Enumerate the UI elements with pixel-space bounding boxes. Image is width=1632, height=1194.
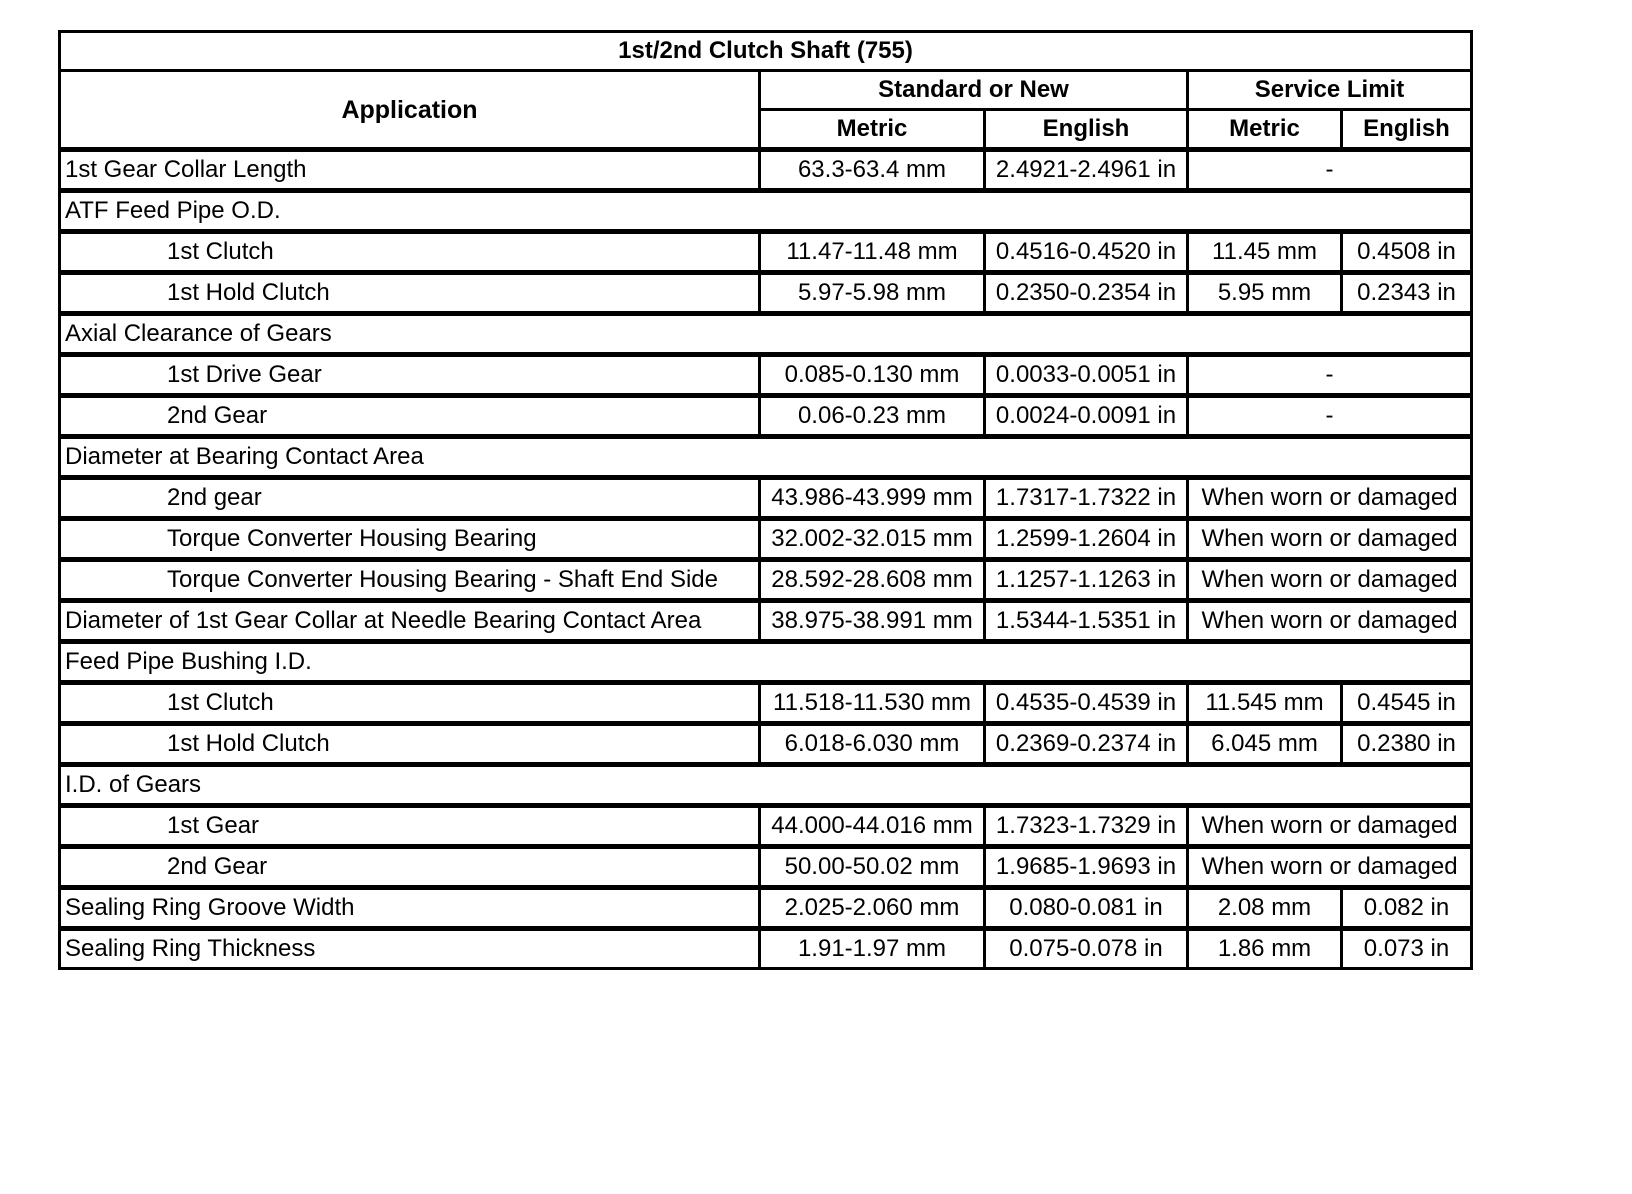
standard-english-cell: 0.0024-0.0091 in — [985, 396, 1188, 437]
table-row — [60, 683, 1472, 724]
table-row — [60, 273, 1472, 314]
standard-english-cell: 2.4921-2.4961 in — [985, 150, 1188, 191]
group-row — [60, 642, 1472, 683]
service-limit-cell: When worn or damaged — [1188, 847, 1472, 888]
table-row — [60, 847, 1472, 888]
standard-metric-cell: 6.018-6.030 mm — [760, 724, 985, 765]
service-limit-cell: - — [1188, 150, 1472, 191]
standard-metric-cell: 44.000-44.016 mm — [760, 806, 985, 847]
application-cell: Torque Converter Housing Bearing — [60, 519, 760, 560]
group-label: Axial Clearance of Gears — [60, 314, 1472, 355]
standard-english-cell: 0.2350-0.2354 in — [985, 273, 1188, 314]
application-cell: Sealing Ring Groove Width — [60, 888, 760, 929]
service-metric-cell: 1.86 mm — [1188, 929, 1342, 969]
table-title: 1st/2nd Clutch Shaft (755) — [60, 32, 1472, 71]
standard-metric-cell: 50.00-50.02 mm — [760, 847, 985, 888]
table-row — [60, 724, 1472, 765]
service-limit-cell: When worn or damaged — [1188, 560, 1472, 601]
application-cell: 1st Gear — [60, 806, 760, 847]
group-row — [60, 191, 1472, 232]
application-cell: 2nd Gear — [60, 847, 760, 888]
application-header: Application — [60, 71, 760, 150]
application-cell: 1st Hold Clutch — [60, 724, 760, 765]
group-row — [60, 314, 1472, 355]
standard-english-cell: 1.1257-1.1263 in — [985, 560, 1188, 601]
standard-metric-cell: 28.592-28.608 mm — [760, 560, 985, 601]
group-row — [60, 437, 1472, 478]
service-limit-cell: When worn or damaged — [1188, 478, 1472, 519]
table-row — [60, 560, 1472, 601]
service-metric-cell: 2.08 mm — [1188, 888, 1342, 929]
application-cell: 1st Clutch — [60, 232, 760, 273]
table-row — [60, 929, 1472, 969]
service-limit-cell: When worn or damaged — [1188, 806, 1472, 847]
service-limit-cell: When worn or damaged — [1188, 601, 1472, 642]
table-row — [60, 396, 1472, 437]
application-cell: Torque Converter Housing Bearing - Shaft End Side — [60, 560, 760, 601]
service-limit-cell: - — [1188, 396, 1472, 437]
group-label: I.D. of Gears — [60, 765, 1472, 806]
application-cell: Sealing Ring Thickness — [60, 929, 760, 969]
table-row — [60, 232, 1472, 273]
standard-metric-cell: 11.518-11.530 mm — [760, 683, 985, 724]
application-cell: 1st Gear Collar Length — [60, 150, 760, 191]
standard-metric-cell: 43.986-43.999 mm — [760, 478, 985, 519]
application-cell: 2nd gear — [60, 478, 760, 519]
standard-english-cell: 0.4516-0.4520 in — [985, 232, 1188, 273]
standard-english-cell: 1.5344-1.5351 in — [985, 601, 1188, 642]
table-row — [60, 355, 1472, 396]
standard-english-cell: 1.9685-1.9693 in — [985, 847, 1188, 888]
service-english-cell: 0.4545 in — [1342, 683, 1472, 724]
standard-english-cell: 0.0033-0.0051 in — [985, 355, 1188, 396]
service-metric-cell: 11.45 mm — [1188, 232, 1342, 273]
standard-header: Standard or New — [760, 71, 1188, 110]
service-english-header: English — [1342, 110, 1472, 150]
standard-english-cell: 1.7317-1.7322 in — [985, 478, 1188, 519]
standard-metric-cell: 38.975-38.991 mm — [760, 601, 985, 642]
group-label: Feed Pipe Bushing I.D. — [60, 642, 1472, 683]
table-row — [60, 601, 1472, 642]
standard-english-cell: 0.2369-0.2374 in — [985, 724, 1188, 765]
standard-english-cell: 1.7323-1.7329 in — [985, 806, 1188, 847]
table-row — [60, 150, 1472, 191]
service-metric-cell: 6.045 mm — [1188, 724, 1342, 765]
application-cell: 1st Hold Clutch — [60, 273, 760, 314]
group-label: ATF Feed Pipe O.D. — [60, 191, 1472, 232]
standard-metric-cell: 11.47-11.48 mm — [760, 232, 985, 273]
service-limit-header: Service Limit — [1188, 71, 1472, 110]
table-row — [60, 806, 1472, 847]
application-cell: 1st Clutch — [60, 683, 760, 724]
standard-metric-cell: 0.06-0.23 mm — [760, 396, 985, 437]
clutch-shaft-spec-table — [58, 30, 1473, 970]
standard-metric-cell: 32.002-32.015 mm — [760, 519, 985, 560]
standard-english-cell: 0.080-0.081 in — [985, 888, 1188, 929]
service-english-cell: 0.4508 in — [1342, 232, 1472, 273]
application-cell: 1st Drive Gear — [60, 355, 760, 396]
service-metric-cell: 5.95 mm — [1188, 273, 1342, 314]
standard-metric-cell: 63.3-63.4 mm — [760, 150, 985, 191]
standard-metric-cell: 5.97-5.98 mm — [760, 273, 985, 314]
table-row — [60, 888, 1472, 929]
standard-english-header: English — [985, 110, 1188, 150]
table-row — [60, 478, 1472, 519]
service-limit-cell: - — [1188, 355, 1472, 396]
service-limit-cell: When worn or damaged — [1188, 519, 1472, 560]
header-row-1 — [60, 71, 1472, 110]
group-label: Diameter at Bearing Contact Area — [60, 437, 1472, 478]
application-cell: Diameter of 1st Gear Collar at Needle Bearing Contact Area — [60, 601, 760, 642]
table-row — [60, 519, 1472, 560]
service-metric-cell: 11.545 mm — [1188, 683, 1342, 724]
standard-english-cell: 0.4535-0.4539 in — [985, 683, 1188, 724]
standard-metric-header: Metric — [760, 110, 985, 150]
standard-english-cell: 0.075-0.078 in — [985, 929, 1188, 969]
service-english-cell: 0.2380 in — [1342, 724, 1472, 765]
service-english-cell: 0.082 in — [1342, 888, 1472, 929]
title-row — [60, 32, 1472, 71]
standard-metric-cell: 2.025-2.060 mm — [760, 888, 985, 929]
service-english-cell: 0.073 in — [1342, 929, 1472, 969]
service-english-cell: 0.2343 in — [1342, 273, 1472, 314]
group-row — [60, 765, 1472, 806]
application-cell: 2nd Gear — [60, 396, 760, 437]
standard-english-cell: 1.2599-1.2604 in — [985, 519, 1188, 560]
standard-metric-cell: 0.085-0.130 mm — [760, 355, 985, 396]
standard-metric-cell: 1.91-1.97 mm — [760, 929, 985, 969]
service-metric-header: Metric — [1188, 110, 1342, 150]
